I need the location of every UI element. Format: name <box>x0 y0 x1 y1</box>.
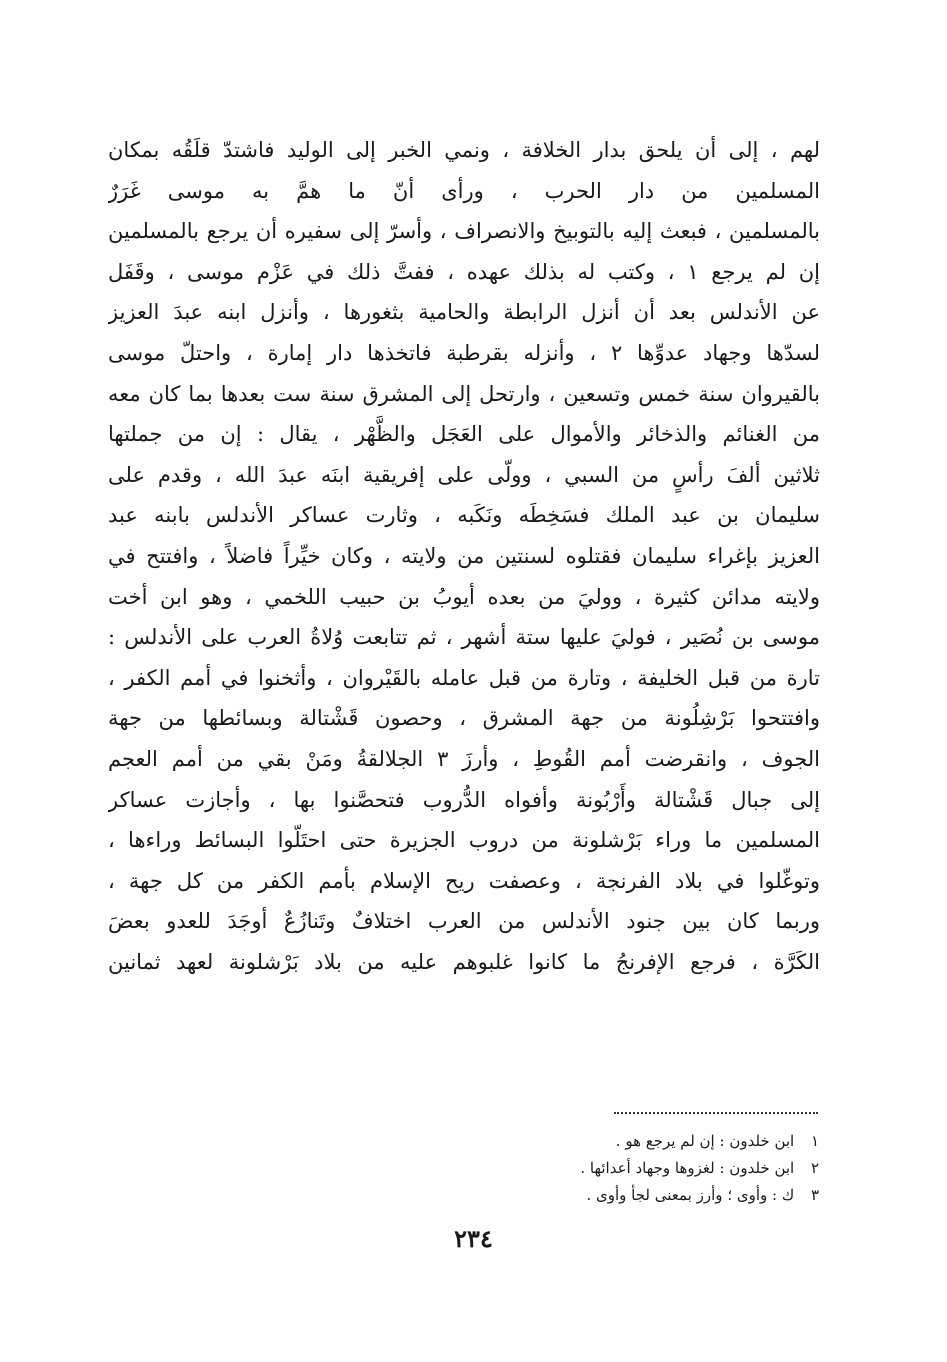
footnote-separator <box>614 1112 818 1114</box>
text-line: تارة من قبل الخليفة ، وتارة من قبل عامله بالقَيْروان ، وأثخنوا في أمم الكفر ، <box>108 665 820 690</box>
text-line: بالقيروان سنة خمس وتسعين ، وارتحل إلى المشرق سنة ست بعدها بما كان معه <box>108 381 820 406</box>
text-line: وتوغّلوا في بلاد الفرنجة ، وعصفت ريح الإسلام بأمم الكفر من كل جهة ، <box>108 868 820 893</box>
text-line: الكَرَّة ، فرجع الإفرنجُ ما كانوا غلبوهم عليه من بلاد بَرْشلونة لعهد ثمانين <box>108 949 820 974</box>
footnote <box>419 1182 819 1209</box>
footnote-number: ٢ <box>810 1159 819 1177</box>
text-line: إن لم يرجع ١ ، وكتب له بذلك عهده ، ففتَّ ذلك في عَزْم موسى ، وقَفَل <box>108 259 820 284</box>
text-line: ثلاثين ألفَ رأسٍ من السبي ، وولّى على إفريقية ابنَه عبدَ الله ، وقدم على <box>108 462 820 487</box>
page-number: ٢٣٤ <box>454 1224 493 1253</box>
main-text-block <box>108 130 820 982</box>
text-line: لسدّها وجهاد عدوِّها ٢ ، وأنزله بقرطبة فاتخذها دار إمارة ، واحتلّ موسى <box>108 340 820 365</box>
footnotes <box>419 1128 819 1209</box>
text-line: بالمسلمين ، فبعث إليه بالتوبيخ والانصراف ، وأسرّ إلى سفيره أن يرجع بالمسلمين <box>108 219 820 244</box>
footnote-text: ابن خلدون : لغزوها وجهاد أعدائها . <box>580 1159 795 1177</box>
text-line: العزيز بإغراء سليمان فقتلوه لسنتين من ولايته ، وكان خيِّراً فاضلاً ، وافتتح في <box>108 543 820 568</box>
footnote-number: ٣ <box>810 1186 819 1204</box>
text-line: إلى جبال قَشْتالة وأَرْبُونة وأفواه الدُّروب فتحصَّنوا بها ، وأجازت عساكر <box>108 787 820 812</box>
text-line: وافتتحوا بَرْشِلُونة من جهة المشرق ، وحصون قَشْتالة وبسائطها من جهة <box>108 706 820 731</box>
footnote <box>419 1155 819 1182</box>
text-line: وربما كان بين جنود الأندلس من العرب اختلافٌ وتَنازُعٌ أوجَدَ للعدو بعضَ <box>108 909 820 934</box>
text-line: ولايته مدائن كثيرة ، ووليَ من بعده أيوبُ بن حبيب اللخمي ، وهو ابن أخت <box>108 584 820 609</box>
footnote-text: ابن خلدون : إن لم يرجع هو . <box>615 1132 795 1150</box>
text-line: من الغنائم والذخائر والأموال على العَجَل والظَّهْر ، يقال : إن من جملتها <box>108 422 820 447</box>
text-line: المسلمين من دار الحرب ، ورأى أنّ ما همَّ به موسى غَرَرٌ <box>108 178 820 203</box>
text-line: عن الأندلس بعد أن أنزل الرابطة والحامية بثغورها ، وأنزل ابنه عبدَ العزيز <box>108 300 820 325</box>
text-line: الجوف ، وانقرضت أمم القُوطِ ، وأرزَ ٣ الجلالقةُ ومَنْ بقي من أمم العجم <box>108 746 820 771</box>
footnote-text: ك : وأوى ؛ وأرز بمعنى لجأ وأوى . <box>586 1186 795 1204</box>
text-line: سليمان بن عبد الملك فسَخِطَه ونَكَبه ، وثارت عساكر الأندلس بابنه عبد <box>108 503 820 528</box>
footnote-number: ١ <box>810 1132 819 1150</box>
text-line: المسلمين ما وراء بَرْشلونة من دروب الجزيرة حتى احتَلّوا البسائط وراءها ، <box>108 828 820 853</box>
footnote <box>419 1128 819 1155</box>
text-line: موسى بن نُصَير ، فوليَ عليها ستة أشهر ، ثم تتابعت وُلاةُ العرب على الأندلس : <box>108 625 820 650</box>
text-line: لهم ، إلى أن يلحق بدار الخلافة ، ونمي الخبر إلى الوليد فاشتدّ قلَقُه بمكان <box>108 138 820 162</box>
